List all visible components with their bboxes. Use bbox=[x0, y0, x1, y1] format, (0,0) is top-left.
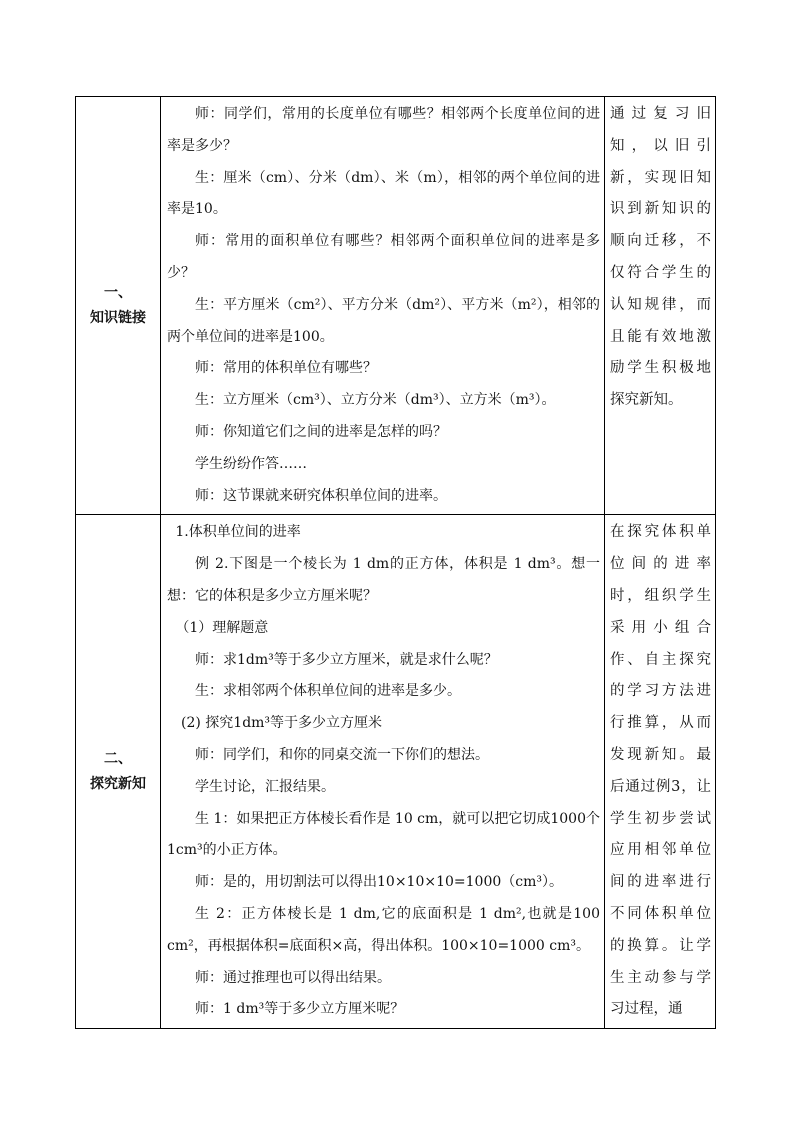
design-note: 通过复习旧知，以旧引新，实现旧知识到新知识的顺向迁移，不仅符合学生的认知规律，而且能有效地激励学生积极地探究新知。 bbox=[610, 106, 711, 409]
section-label-cell bbox=[76, 97, 161, 515]
dialogue-line: 师：1 dm³等于多少立方厘米呢？ bbox=[195, 1001, 405, 1018]
dialogue-line: 师：通过推理也可以得出结果。 bbox=[195, 969, 391, 986]
section-title: 知识链接 bbox=[90, 309, 146, 326]
dialogue-line: 生：求相邻两个体积单位间的进率是多少。 bbox=[195, 683, 461, 700]
section-label-cell bbox=[76, 515, 161, 1029]
section-number: 二、 bbox=[104, 750, 132, 767]
dialogue-line: 师：求1dm³等于多少立方厘米，就是求什么呢？ bbox=[195, 651, 498, 668]
dialogue-line: 学生纷纷作答…… bbox=[195, 455, 307, 472]
design-note-cell bbox=[605, 97, 716, 515]
dialogue-line: 学生讨论，汇报结果。 bbox=[195, 778, 335, 795]
dialogue-line: 师：这节课就来研究体积单位间的进率。 bbox=[195, 487, 447, 504]
subheading: (2) 探究1dm³等于多少立方厘米 bbox=[181, 715, 383, 732]
dialogue-line: 生 2：正方体棱长是 1 dm,它的底面积是 1 dm²,也就是100 cm²，再根据体积=底面积×高，得出体积。100×10=1000 cm³。 bbox=[167, 905, 600, 954]
dialogue-line: 师：是的，用切割法可以得出10×10×10=1000（cm³）。 bbox=[195, 874, 563, 891]
section-row-1 bbox=[76, 97, 716, 515]
section-number: 一、 bbox=[104, 284, 132, 301]
dialogue-line: 师：同学们，和你的同桌交流一下你们的想法。 bbox=[195, 746, 489, 763]
dialogue-line: 师：你知道它们之间的进率是怎样的吗？ bbox=[195, 423, 447, 440]
dialogue-line: 师：同学们，常用的长度单位有哪些？相邻两个长度单位间的进率是多少？ bbox=[167, 106, 600, 154]
section-content-cell bbox=[161, 97, 605, 515]
subheading: （1）理解题意 bbox=[175, 619, 269, 636]
dialogue-line: 生：厘米（cm）、分米（dm）、米（m），相邻的两个单位间的进率是10。 bbox=[167, 169, 600, 218]
section-title: 探究新知 bbox=[90, 775, 146, 792]
dialogue-line: 生 1：如果把正方体棱长看作是 10 cm，就可以把它切成1000个1cm³的小正方体。 bbox=[167, 810, 600, 859]
subheading: 1.体积单位间的进率 bbox=[175, 524, 301, 541]
dialogue-line: 生：立方厘米（cm³）、立方分米（dm³）、立方米（m³）。 bbox=[195, 392, 556, 409]
dialogue-line: 例 2.下图是一个棱长为 1 dm的正方体，体积是 1 dm³。想一想：它的体积是多少立方厘米呢？ bbox=[167, 556, 600, 604]
dialogue-line: 师：常用的体积单位有哪些？ bbox=[195, 360, 377, 377]
section-row-2 bbox=[76, 515, 716, 1029]
dialogue-line: 生：平方厘米（cm²）、平方分米（dm²）、平方米（m²），相邻的两个单位间的进率是100。 bbox=[167, 296, 600, 345]
dialogue-line: 师：常用的面积单位有哪些？相邻两个面积单位间的进率是多少？ bbox=[167, 233, 600, 281]
lesson-plan-table bbox=[75, 96, 716, 1029]
section-content-cell bbox=[161, 515, 605, 1029]
design-note-cell bbox=[605, 515, 716, 1029]
design-note: 在探究体积单位间的进率时，组织学生采用小组合作、自主探究的学习方法进行推算，从而发现新知。最后通过例3，让学生初步尝试应用相邻单位间的进率进行不同体积单位的换算。让学生主动参与学习过程，通 bbox=[610, 524, 711, 1018]
